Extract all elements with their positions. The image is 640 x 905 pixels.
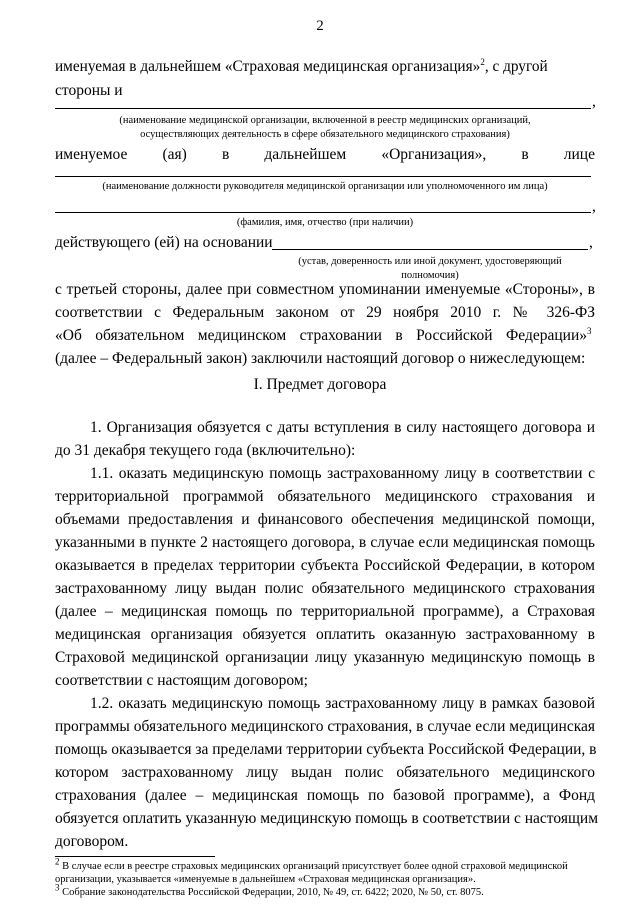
p12-line: котором застрахованному лицу выдан полис обязательного медицинского [55, 764, 595, 781]
word: в [521, 146, 529, 163]
caption-med-org-1: (наименование медицинской организации, включенной в реестр медицинских организаций, [119, 115, 531, 126]
preamble-line-4: (далее – Федеральный закон) заключили настоящий договор о нижеследующем: [55, 350, 586, 367]
intro-text: именуемая в дальнейшем «Страховая медицинская организация» [55, 58, 481, 75]
named-org-line [55, 144, 595, 166]
caption-head-position: (наименование должности руководителя медицинской организации или уполномоченного им лица) [102, 181, 548, 192]
word: дальнейшем [264, 146, 347, 163]
p12-line: обязуется оплатить указанную медицинскую помощь в соответствии с настоящим [55, 810, 598, 827]
footnote-2-line-1 [55, 856, 595, 874]
word: «Организация», [381, 146, 487, 163]
word: именуемое [55, 146, 128, 163]
page-number: 2 [316, 18, 324, 34]
p12-line: программы обязательного медицинского страхования, в случае если медицинская [55, 718, 595, 735]
caption-basis: (устав, доверенность или иной документ, удостоверяющий полномочия) [298, 256, 562, 281]
preamble-line-3 [55, 325, 600, 347]
acting-line: действующего (ей) на основании [55, 234, 273, 251]
head-position-blank [55, 176, 591, 177]
footnote-ref-3: 3 [587, 325, 592, 336]
footnote-3-text: Собрание законодательства Российской Федерации, 2010, № 49, ст. 6422; 2020, № 50, ст. 8075. [59, 887, 484, 898]
p11-line: оказывается в пределах территории субъекта Российской Федерации, в котором [55, 557, 595, 574]
footnote-2-line-2: организации, указывается «именуемые в дальнейшем «Страховая медицинская организация». [55, 874, 476, 885]
p12-line: 1.2. оказать медицинскую помощь застрахованному лицу в рамках базовой [90, 695, 595, 712]
p11-line: Страховой медицинской организации лицу указанную медицинскую помощь в [55, 649, 595, 666]
p11-line: объемами предоставления и финансового обеспечения медицинской помощи, [55, 511, 595, 528]
preamble-line-2: соответствии с Федеральным законом от 29 ноября 2010 г. № 326-ФЗ [55, 304, 595, 321]
p11-line: территориальной программой обязательного медицинского страхования и [55, 488, 595, 505]
blank-comma-3: , [589, 234, 593, 251]
intro-line-2: стороны и [55, 82, 123, 99]
word: (ая) [162, 146, 187, 163]
p12-line: помощь оказывается за пределами территории субъекта Российской Федерации, в [55, 741, 597, 758]
p12-line: страхования (далее – медицинская помощь по базовой программе), а Фонд [55, 787, 595, 804]
preamble-line-1: с третьей стороны, далее при совместном упоминании именуемые «Стороны», в [55, 281, 595, 298]
law-title: «Об обязательном медицинском страховании в Российской Федерации» [55, 327, 587, 344]
basis-blank [272, 249, 588, 250]
footnote-ref-2: 2 [480, 56, 485, 67]
footnote-2-mark: 2 [55, 856, 60, 867]
p1-line-2: до 31 декабря текущего года (включительно): [55, 442, 356, 459]
p11-line: (далее – медицинская помощь по территориальной программе), а Страховая [55, 603, 595, 620]
p1-line-1: 1. Организация обязуется с даты вступления в силу настоящего договора и [90, 419, 595, 436]
blank-comma-2: , [592, 198, 596, 215]
org-name-blank [55, 108, 591, 109]
p11-line: соответствии с настоящим договором; [55, 672, 308, 689]
fio-blank [55, 212, 591, 213]
p11-line: застрахованному лицу выдан полис обязательного медицинского страхования [55, 580, 595, 597]
p11-line: медицинская организация обязуется оплатить оказанную застрахованному в [55, 626, 595, 643]
intro-text-end: , с другой [484, 58, 548, 75]
word: лице [563, 146, 595, 163]
caption-med-org-2: осуществляющих деятельность в сфере обязательного медицинского страхования) [140, 129, 510, 140]
caption-fio: (фамилия, имя, отчество (при наличии) [236, 217, 414, 228]
footnote-3-mark: 3 [55, 882, 60, 893]
p12-line: договором. [55, 833, 129, 850]
footnote-separator [55, 856, 215, 857]
section-title: I. Предмет договора [253, 376, 387, 393]
footnote-2-text: В случае если в реестре страховых медицинских организаций присутствует более одной страховой медицинской [59, 861, 568, 872]
intro-line-1 [55, 56, 600, 78]
p11-line: указанными в пункте 2 настоящего договора, в случае если медицинская помощь [55, 534, 595, 551]
word: в [221, 146, 230, 163]
blank-comma-1: , [592, 93, 596, 110]
footnote-3-line-1 [55, 882, 595, 900]
p11-line: 1.1. оказать медицинскую помощь застрахованному лицу в соответствии с [90, 465, 595, 482]
